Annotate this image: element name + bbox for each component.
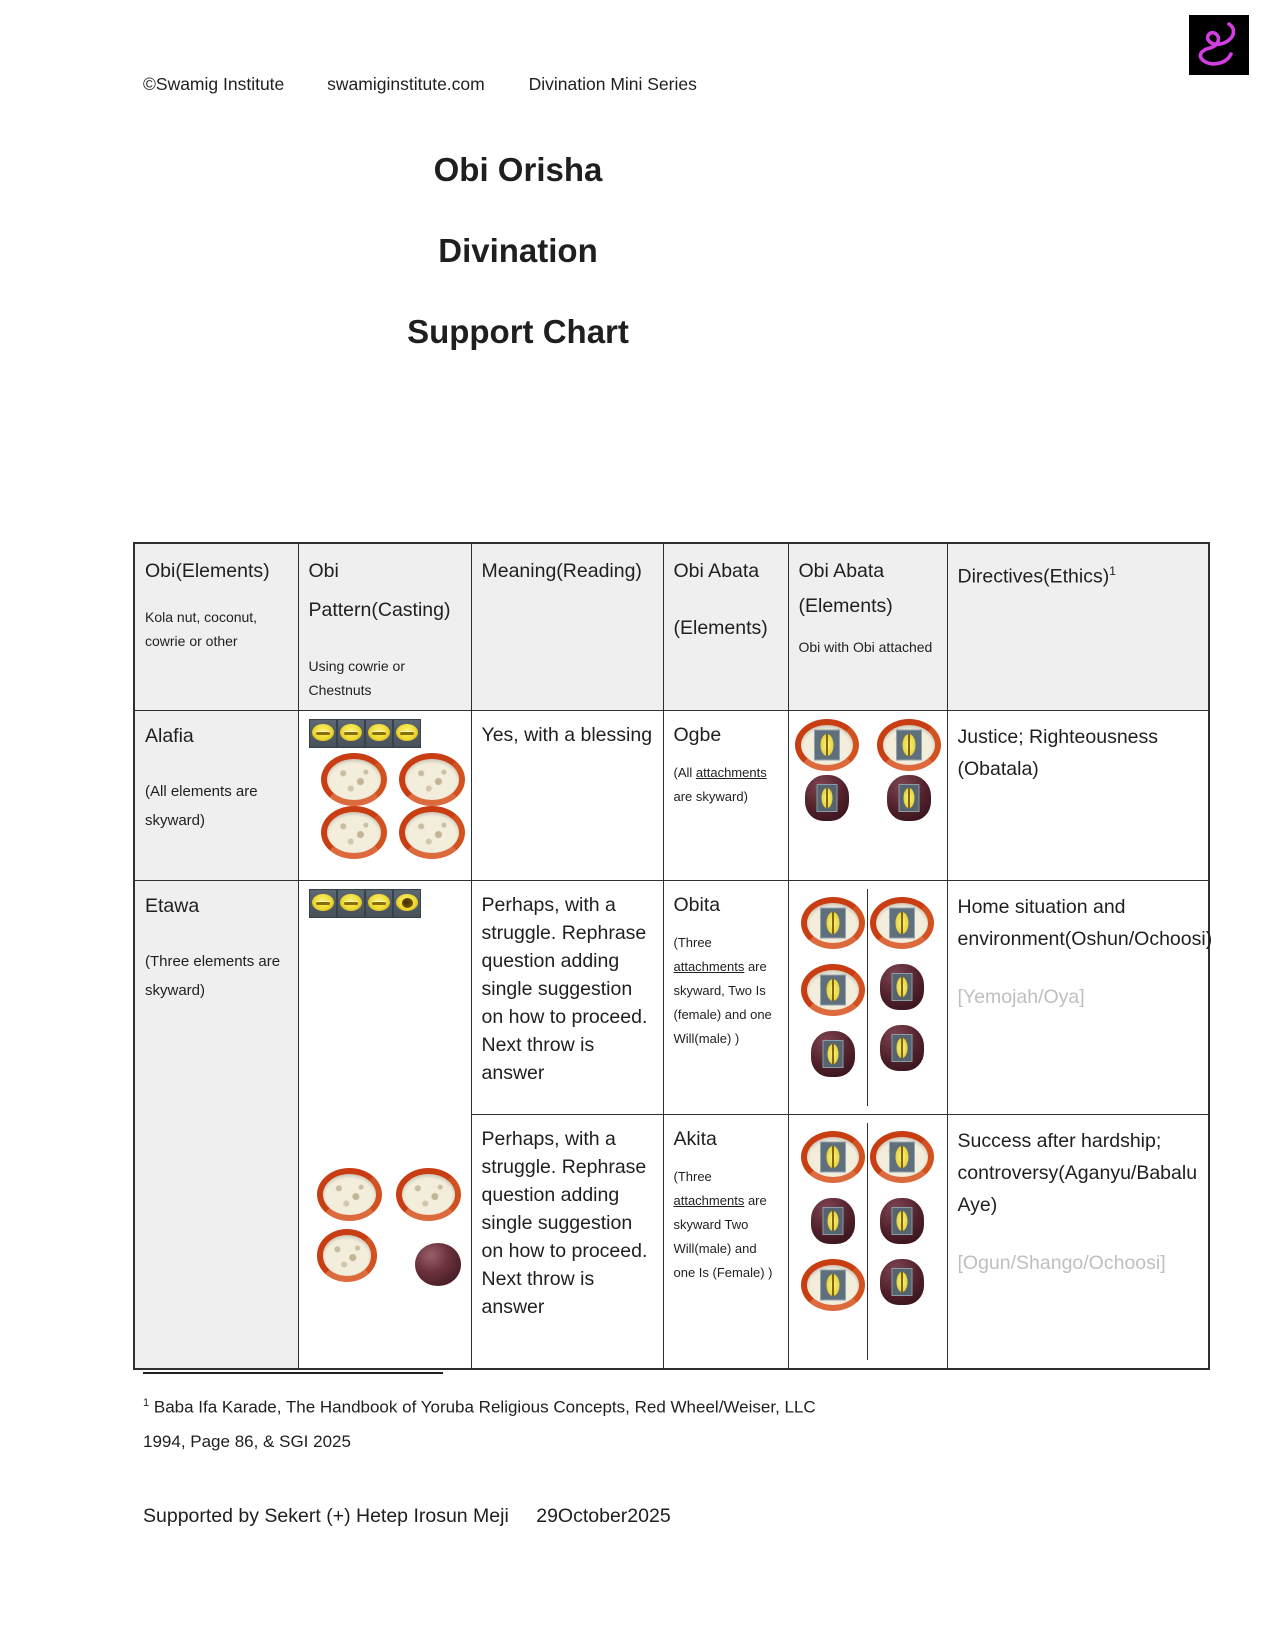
kola-white-icon: [399, 753, 465, 806]
obi-dark-icon: [880, 1025, 924, 1071]
footnote-marker: 1: [143, 1397, 150, 1409]
obi-white-icon: [795, 719, 859, 771]
title-line-2: Divination: [438, 232, 598, 269]
directive-secondary: [Ogun/Shango/Ochoosi]: [957, 1252, 1166, 1274]
obi-white-icon: [801, 897, 865, 949]
cell-obita-images: [788, 881, 947, 1115]
cowrie-down-icon: [394, 890, 420, 917]
obi-abata-pattern-left: [799, 889, 868, 1106]
directive-secondary: [Yemojah/Oya]: [957, 986, 1085, 1008]
obi-abata-pattern-right: [867, 1123, 937, 1360]
cowrie-strip: [309, 719, 421, 748]
obi-dark-icon: [880, 1259, 924, 1305]
obi-dark-icon: [811, 1198, 855, 1244]
cowrie-up-icon: [394, 720, 420, 747]
divination-support-table: [133, 542, 1213, 1370]
obi-abata-pattern: [799, 719, 937, 821]
cell-ogbe-images: [788, 711, 947, 881]
obi-dark-icon: [880, 964, 924, 1010]
cell-ogbe: Ogbe (All attachments are skyward): [663, 711, 788, 881]
series-text: Divination Mini Series: [528, 74, 697, 94]
kola-white-icon: [396, 1168, 461, 1221]
s-glyph-logo-icon: [1189, 15, 1249, 75]
obi-white-icon: [870, 1131, 934, 1183]
row-alafia: [134, 711, 1209, 881]
obi-white-icon: [801, 964, 865, 1016]
obi-white-icon: [801, 1259, 865, 1311]
document-title: [133, 148, 903, 391]
cowrie-up-icon: [310, 720, 336, 747]
cowrie-up-icon: [338, 720, 364, 747]
obi-abata-pattern-left: [799, 1123, 868, 1360]
title-line-3: Support Chart: [407, 313, 629, 350]
kola-white-icon: [317, 1168, 382, 1221]
cell-etawa-pattern: [298, 881, 471, 1370]
table-header-row: [134, 543, 1209, 711]
kola-dark-icon: [415, 1243, 460, 1286]
obi-abata-pattern-right: [867, 889, 937, 1106]
header-obi-abata-attached: Obi Abata (Elements) Obi with Obi attached: [788, 543, 947, 711]
copyright-text: ©Swamig Institute: [143, 74, 285, 94]
cell-obita-meaning: Perhaps, with a struggle. Rephrase question adding single suggestion on how to proceed. Next throw is answer: [471, 881, 663, 1115]
header-obi-pattern: Obi Pattern(Casting) Using cowrie or Chestnuts: [298, 543, 471, 711]
cowrie-up-icon: [366, 720, 392, 747]
cell-alafia-element: Alafia (All elements are skyward): [134, 711, 298, 881]
footnote-ref: 1: [1109, 564, 1116, 578]
cell-etawa-element: Etawa (Three elements are skyward): [134, 881, 298, 1370]
kola-white-icon: [317, 1229, 378, 1282]
kola-pattern: [309, 753, 461, 859]
obi-white-icon: [801, 1131, 865, 1183]
kola-white-icon: [321, 806, 387, 859]
footnote: [143, 1386, 843, 1459]
obi-dark-icon: [811, 1031, 855, 1077]
header-obi-abata: Obi Abata (Elements): [663, 543, 788, 711]
obi-dark-icon: [880, 1198, 924, 1244]
footnote-text: Baba Ifa Karade, The Handbook of Yoruba Religious Concepts, Red Wheel/Weiser, LLC 1994, Page 86, & SGI 2025: [143, 1397, 816, 1451]
footer-date: 29October2025: [536, 1505, 671, 1527]
footer-text: Supported by Sekert (+) Hetep Irosun Meji: [143, 1505, 509, 1527]
cell-obita-directive: Home situation and environment(Oshun/Ochoosi) [Yemojah/Oya]: [947, 881, 1209, 1115]
cell-obita: Obita (Three attachments are skyward, Two Is (female) and one Will(male) ): [663, 881, 788, 1115]
row-etawa-obita: [134, 881, 1209, 1115]
cell-akita-directive: Success after hardship; controversy(Aganyu/Babalu Aye) [Ogun/Shango/Ochoosi]: [947, 1115, 1209, 1370]
obi-dark-icon: [887, 775, 931, 821]
cowrie-up-icon: [338, 890, 364, 917]
footnote-separator: [143, 1372, 443, 1374]
cell-akita-images: [788, 1115, 947, 1370]
cowrie-strip: [309, 889, 421, 918]
cell-akita-meaning: Perhaps, with a struggle. Rephrase question adding single suggestion on how to proceed. Next throw is answer: [471, 1115, 663, 1370]
document-header: [143, 74, 697, 95]
kola-white-icon: [321, 753, 387, 806]
website-text: swamiginstitute.com: [327, 74, 485, 94]
cowrie-up-icon: [366, 890, 392, 917]
header-directives: Directives(Ethics)$^1$: [947, 543, 1209, 711]
obi-dark-icon: [805, 775, 849, 821]
cell-alafia-pattern: [298, 711, 471, 881]
kola-pattern: [309, 1168, 461, 1282]
cell-akita: Akita (Three attachments are skyward Two Will(male) and one Is (Female) ): [663, 1115, 788, 1370]
obi-white-icon: [870, 897, 934, 949]
kola-white-icon: [399, 806, 465, 859]
header-obi-elements: Obi(Elements) Kola nut, coconut, cowrie or other: [134, 543, 298, 711]
document-footer: [143, 1505, 671, 1528]
header-meaning: Meaning(Reading): [471, 543, 663, 711]
cell-alafia-directive: Justice; Righteousness (Obatala): [947, 711, 1209, 881]
cell-alafia-meaning: Yes, with a blessing: [471, 711, 663, 881]
obi-white-icon: [877, 719, 941, 771]
cowrie-up-icon: [310, 890, 336, 917]
title-line-1: Obi Orisha: [433, 151, 603, 188]
